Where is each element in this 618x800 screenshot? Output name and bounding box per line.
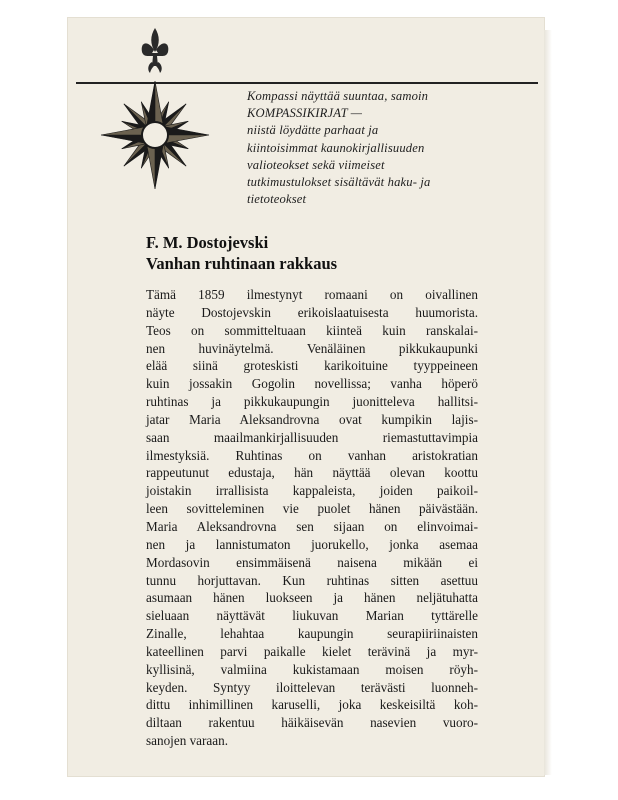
- description-line: leen sovitteleminen vie puolet hänen päivästään.: [146, 501, 478, 517]
- description-line: ruhtinas ja pikkukaupungin juonitteleva hallitsi-: [146, 394, 478, 410]
- description-line: Tämä 1859 ilmestynyt romaani on oivallinen: [146, 287, 478, 302]
- series-blurb-line: niistä löydätte parhaat ja: [247, 123, 379, 138]
- description-line: ilmestyksiä. Ruhtinas on vanhan aristokratian: [146, 447, 478, 463]
- description-line: keyden. Syntyy iloittelevan terävästi luonneh-: [146, 679, 478, 695]
- description-line: joistakin irrallisista kappaleista, joiden paikoil-: [146, 483, 478, 499]
- description-line: näyte Dostojevskin erikoislaatuisesta huumorista.: [146, 304, 478, 320]
- series-blurb-line: kiintoisimmat kaunokirjallisuuden: [247, 140, 425, 155]
- series-blurb-line: KOMPASSIKIRJAT —: [247, 106, 363, 121]
- description-line: elää siinä groteskisti karikoituine tyyppeineen: [146, 358, 478, 374]
- compass-rose-icon: [100, 80, 210, 190]
- description-line: asumaan hänen luokseen ja hänen neljätuhatta: [146, 590, 478, 606]
- description-line: dittu inhimillinen karuselli, joka keskeisiltä koh-: [146, 697, 478, 713]
- series-blurb-line: tutkimustulokset sisältävät haku- ja: [247, 175, 431, 190]
- description-line: tunnu horjuttavan. Kun ruhtinas sitten asettuu: [146, 572, 478, 588]
- series-blurb-line: valioteokset sekä viimeiset: [247, 157, 385, 172]
- description-line: kateellinen parvi paikalle kielet terävinä ja myr-: [146, 643, 478, 659]
- description-line: nen ja lannistumaton juorukello, jonka asemaa: [146, 536, 478, 552]
- description-line: saan maailmankirjallisuuden riemastuttavimpia: [146, 429, 478, 445]
- book-author: F. M. Dostojevski: [146, 233, 269, 252]
- description-line: diltaan rakentuu häikäisevän nasevien vuoro-: [146, 715, 478, 731]
- series-blurb-line: Kompassi näyttää suuntaa, samoin: [247, 89, 429, 103]
- cover-edge: [544, 30, 552, 775]
- description-line: Maria Aleksandrovna sen sijaan on elinvoimai-: [146, 518, 478, 534]
- book-description: [146, 286, 478, 750]
- fleur-de-lis-icon: [138, 26, 172, 76]
- description-line: Zinalle, lehahtaa kaupungin seurapiiriinaisten: [146, 626, 478, 642]
- book-title: Vanhan ruhtinaan rakkaus: [146, 254, 338, 273]
- description-line: kuin jossakin Gogolin novellissa; vanha höperö: [146, 376, 478, 392]
- description-line: jatar Maria Aleksandrovna ovat kumpikin lajis-: [146, 411, 478, 427]
- description-line: Teos on sommitteltuaan kiinteä kuin ranskalai-: [146, 322, 478, 338]
- description-line: sieluaan näyttävät liukuvan Marian tyttärelle: [146, 608, 478, 624]
- description-line: Mordasovin ensimmäisenä naisena mikään ei: [146, 554, 478, 570]
- description-line: rappeutunut edustaja, hän näyttää olevan koottu: [146, 465, 478, 481]
- description-line: sanojen varaan.: [146, 733, 229, 749]
- series-blurb: [247, 88, 519, 208]
- description-line: nen huvinäytelmä. Venäläinen pikkukaupunki: [146, 340, 478, 356]
- description-line: kyllisinä, valmiina kukistamaan moisen röyh-: [146, 661, 478, 677]
- series-blurb-line: tietoteokset: [247, 192, 307, 207]
